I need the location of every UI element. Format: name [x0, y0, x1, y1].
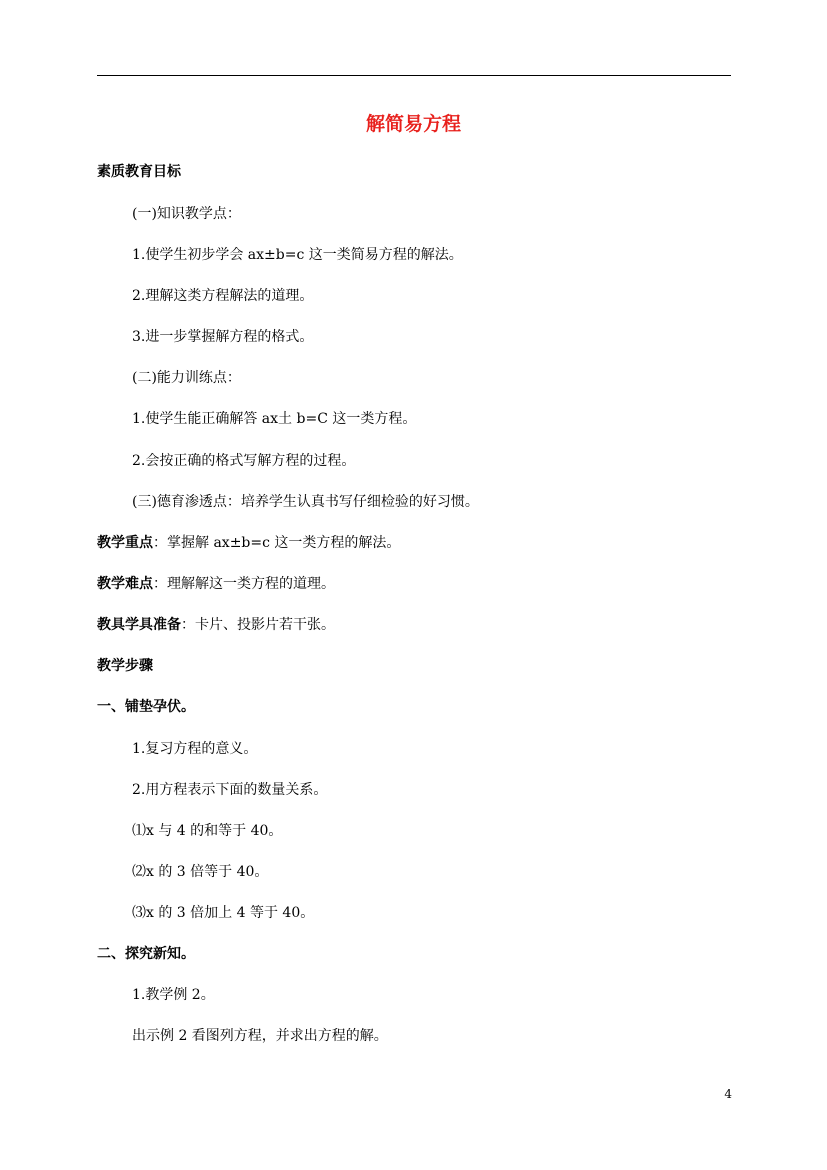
section-heading-steps: 教学步骤	[97, 658, 153, 674]
section-heading-goals: 素质教育目标	[97, 164, 181, 180]
header-rule	[97, 75, 731, 76]
key-point-line	[97, 533, 400, 553]
paragraph: 1.使学生初步学会 ax±b=c 这一类简易方程的解法。	[132, 247, 463, 263]
materials-label: 教具学具准备	[97, 617, 181, 633]
key-point-text: ：掌握解 ax±b=c 这一类方程的解法。	[153, 535, 401, 551]
paragraph: 2.理解这类方程解法的道理。	[132, 288, 314, 304]
document-title: 解简易方程	[365, 113, 461, 135]
page-number: 4	[724, 1087, 732, 1101]
difficulty-label: 教学难点	[97, 576, 153, 592]
section-heading-explore: 二、探究新知。	[97, 946, 195, 962]
difficulty-line	[97, 574, 335, 594]
subheading-knowledge-points: (一)知识教学点：	[132, 206, 241, 222]
paragraph: 2.会按正确的格式写解方程的过程。	[132, 453, 356, 469]
materials-line	[97, 615, 335, 635]
paragraph: ⑶x 的 3 倍加上 4 等于 40。	[132, 905, 315, 921]
paragraph: 2.用方程表示下面的数量关系。	[132, 782, 328, 798]
subheading-moral-points: (三)德育渗透点：培养学生认真书写仔细检验的好习惯。	[132, 494, 479, 510]
subheading-ability-points: (二)能力训练点：	[132, 370, 241, 386]
paragraph: 1.复习方程的意义。	[132, 741, 258, 757]
paragraph: ⑵x 的 3 倍等于 40。	[132, 864, 269, 880]
section-heading-preparation: 一、铺垫孕伏。	[97, 699, 195, 715]
key-point-label: 教学重点	[97, 535, 153, 551]
paragraph: 1.使学生能正确解答 ax土 b=C 这一类方程。	[132, 411, 417, 427]
paragraph: 1.教学例 2。	[132, 987, 215, 1003]
materials-text: ：卡片、投影片若干张。	[181, 617, 335, 633]
paragraph: 3.进一步掌握解方程的格式。	[132, 329, 314, 345]
difficulty-text: ：理解解这一类方程的道理。	[153, 576, 335, 592]
paragraph: ⑴x 与 4 的和等于 40。	[132, 823, 283, 839]
paragraph: 出示例 2 看图列方程，并求出方程的解。	[132, 1028, 388, 1044]
